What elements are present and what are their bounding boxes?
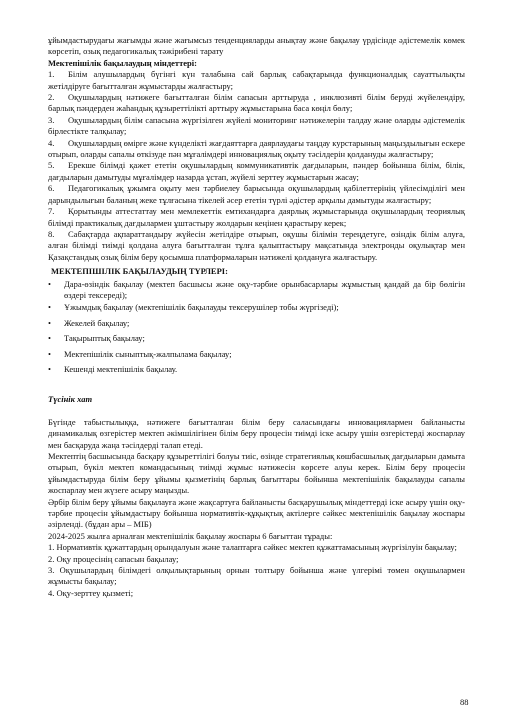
type-text: Дара-өзіндік бақылау (мектеп басшысы және оқу-тәрбие орынбасарлары жұмыстың қандай да бір бөлігін өздері тексереді); — [64, 278, 465, 300]
task-number: 5. — [48, 160, 55, 171]
bullet-icon: • — [48, 333, 51, 344]
direction-item: 3. Оқушылардың білімдегі олқылықтарының орнын толтыру бойынша және үлгерімі төмен оқушылармен жұмысты бақылау; — [48, 565, 465, 587]
types-list — [48, 279, 465, 376]
task-number: 2. — [48, 92, 55, 103]
direction-item: 4. Оқу-зерттеу қызметі; — [48, 587, 134, 598]
intro-paragraph: ұйымдастырудағы жағымды және жағымсыз тенденцияларды анықтау және бақылау үрдісінде әдістемелік көмек көрсетіп, озық педагогикалық тәжірибені тарату — [48, 35, 465, 57]
tasks-heading: Мектепішілік бақылаудың міндеттері: — [48, 57, 197, 68]
task-text: Оқушылардың білім сапасына жүргізілген жүйелі мониторинг нәтижелерін талдау және оларды әдістемелік бірлестікте талқылау; — [48, 114, 465, 137]
task-number: 4. — [48, 137, 55, 148]
note-heading: Түсінік хат — [48, 394, 93, 405]
task-item — [48, 229, 465, 263]
type-item — [48, 279, 465, 302]
task-text: Ерекше білімді қажет ететін оқушылардың коммуникативтік дағдыларын, пәндер бойынша білім, білік, дағдыларын дамытуды мұғалімдер назарда ұстап, жүйелі зерттеу жұмыстарын жасау; — [48, 160, 465, 182]
document-page — [48, 35, 465, 599]
note-paragraph: 2024-2025 жылға арналған мектепішілік бақылау жоспары 6 бағыттан тұрады: — [48, 530, 333, 541]
bullet-icon: • — [48, 363, 51, 374]
task-text: Сабақтарда ақпараттандыру жүйесін жетілдіре отырып, оқушы білімін тереңдетуге, өзіндік білім алуға, алған білімді тиімді қолдана алуға бағытталған тұлға қалыптастыру мақсатында электронды оқулықтар мен Қазақстандық озық білім беру қосымша платформаларын нәтижелі қолдануға жалғастыру. — [48, 228, 465, 262]
task-number: 6. — [48, 183, 55, 194]
note-paragraph: Мектептің басшысында басқару құзыреттілігі болуы тиіс, өзінде стратегиялық көшбасшылық дағдыларын дамыта отырып, бүкіл мектеп командасының тиімді жұмыс нәтижесін көрсете алуы керек. Білім беру процесін ұйымдастыруда білім беру ұйымы қызметінің барлық бағыттары бойынша мектепішілік бақылауды сапалы жоспарлау мен жүзеге асыру маңызды. — [48, 451, 465, 496]
note-paragraph: Әрбір білім беру ұйымы бақылауға және жақсартуға байланысты басқарушылық міндеттерді іске асыру үшін оқу-тәрбие процесін ұйымдастыру бойынша нормативтік-құқықтық актілерге сәйкес мектепішілік бақылау жоспары әзірленді. (бұдан ары – МІБ) — [48, 496, 465, 530]
note-paragraph: Бүгінде табыстылыққа, нәтижеге бағытталған білім беру саласындағы инновациялармен байланысты динамикалық өзгерістер мектеп әкімшілігінен білім беру процесін тиімді іске асыру үшін өзгерістерді жоспарлау мен басқаруда жаңа тәсілдерді талап етеді. — [48, 416, 465, 450]
task-number: 3. — [48, 114, 55, 125]
task-item — [48, 92, 465, 115]
bullet-icon: • — [48, 302, 51, 313]
type-text: Ұжымдық бақылау (мектепішілік бақылауды тексерушілер тобы жүргізеді); — [64, 302, 339, 313]
direction-item: 2. Оқу процесінің сапасын бақылау; — [48, 553, 179, 564]
type-item — [48, 333, 465, 344]
bullet-icon: • — [48, 348, 51, 359]
type-text: Кешенді мектепішілік бақылау. — [64, 363, 178, 374]
task-number: 1. — [48, 69, 55, 80]
task-text: Қорытынды аттестаттау мен мемлекеттік емтихандарға даярлық жұмыстарында оқушылардың теориялық білімді практикалық дағдылармен ұштастыру жолдарын кеңінен қарастыру керек; — [48, 206, 465, 228]
type-item — [48, 349, 465, 360]
type-text: Жекелей бақылау; — [64, 317, 130, 328]
type-text: Мектепішілік сыныптық-жалпылама бақылау; — [64, 348, 232, 359]
note-body — [48, 417, 465, 600]
type-item — [48, 364, 465, 375]
task-number: 7. — [48, 206, 55, 217]
task-item — [48, 115, 465, 138]
bullet-icon: • — [48, 317, 51, 328]
task-item — [48, 183, 465, 206]
task-text: Педагогикалық ұжымға оқыту мен тәрбиелеу барысында оқушылардың қабілеттерінің үйлесімділігі мен дарындылығын баланың жеке тұлғасына тікелей әсер ететін түрлі әдістер арқылы дамытуды жалғастыру; — [48, 183, 465, 205]
direction-item: 1. Нормативтік құжаттардың орындалуын және талаптарға сәйкес мектеп құжаттамасының жүргізілуін бақылау; — [48, 542, 457, 553]
tasks-list — [48, 69, 465, 263]
task-item — [48, 206, 465, 229]
task-text: Оқушылардың нәтижеге бағытталған білім сапасын арттыруда , инклюзивті білім беруді жүйелендіру, барлық пәндерден жаһандық құзыреттілікті арттыру жұмыстарына баса көңіл бөлу; — [48, 92, 465, 114]
task-text: Оқушылардың өмірге және күнделікті жағдаяттарға даярлаудағы таңдау курстарының маңыздылығын ескере отырып, оларды сапалы өткізуде пән мұғалімдері инновациялық оқыту тәсілдерін қолдануды жалғастыру; — [48, 137, 465, 160]
type-text: Тақырыптық бақылау; — [64, 333, 145, 344]
task-item — [48, 138, 465, 161]
type-item — [48, 318, 465, 329]
types-heading: МЕКТЕПІШІЛІК БАҚЫЛАУДЫҢ ТҮРЛЕРІ: — [51, 266, 228, 277]
bullet-icon: • — [48, 278, 51, 289]
type-item — [48, 302, 465, 313]
task-text: Білім алушылардың бүгінгі күн талабына сай барлық сабақтарында функционалдық сауаттылықты жетілдіруге бағытталған жұмыстарды жалғастыру; — [48, 69, 465, 91]
task-item — [48, 160, 465, 183]
task-number: 8. — [48, 228, 55, 239]
page-number: 88 — [460, 697, 469, 707]
task-item — [48, 69, 465, 92]
